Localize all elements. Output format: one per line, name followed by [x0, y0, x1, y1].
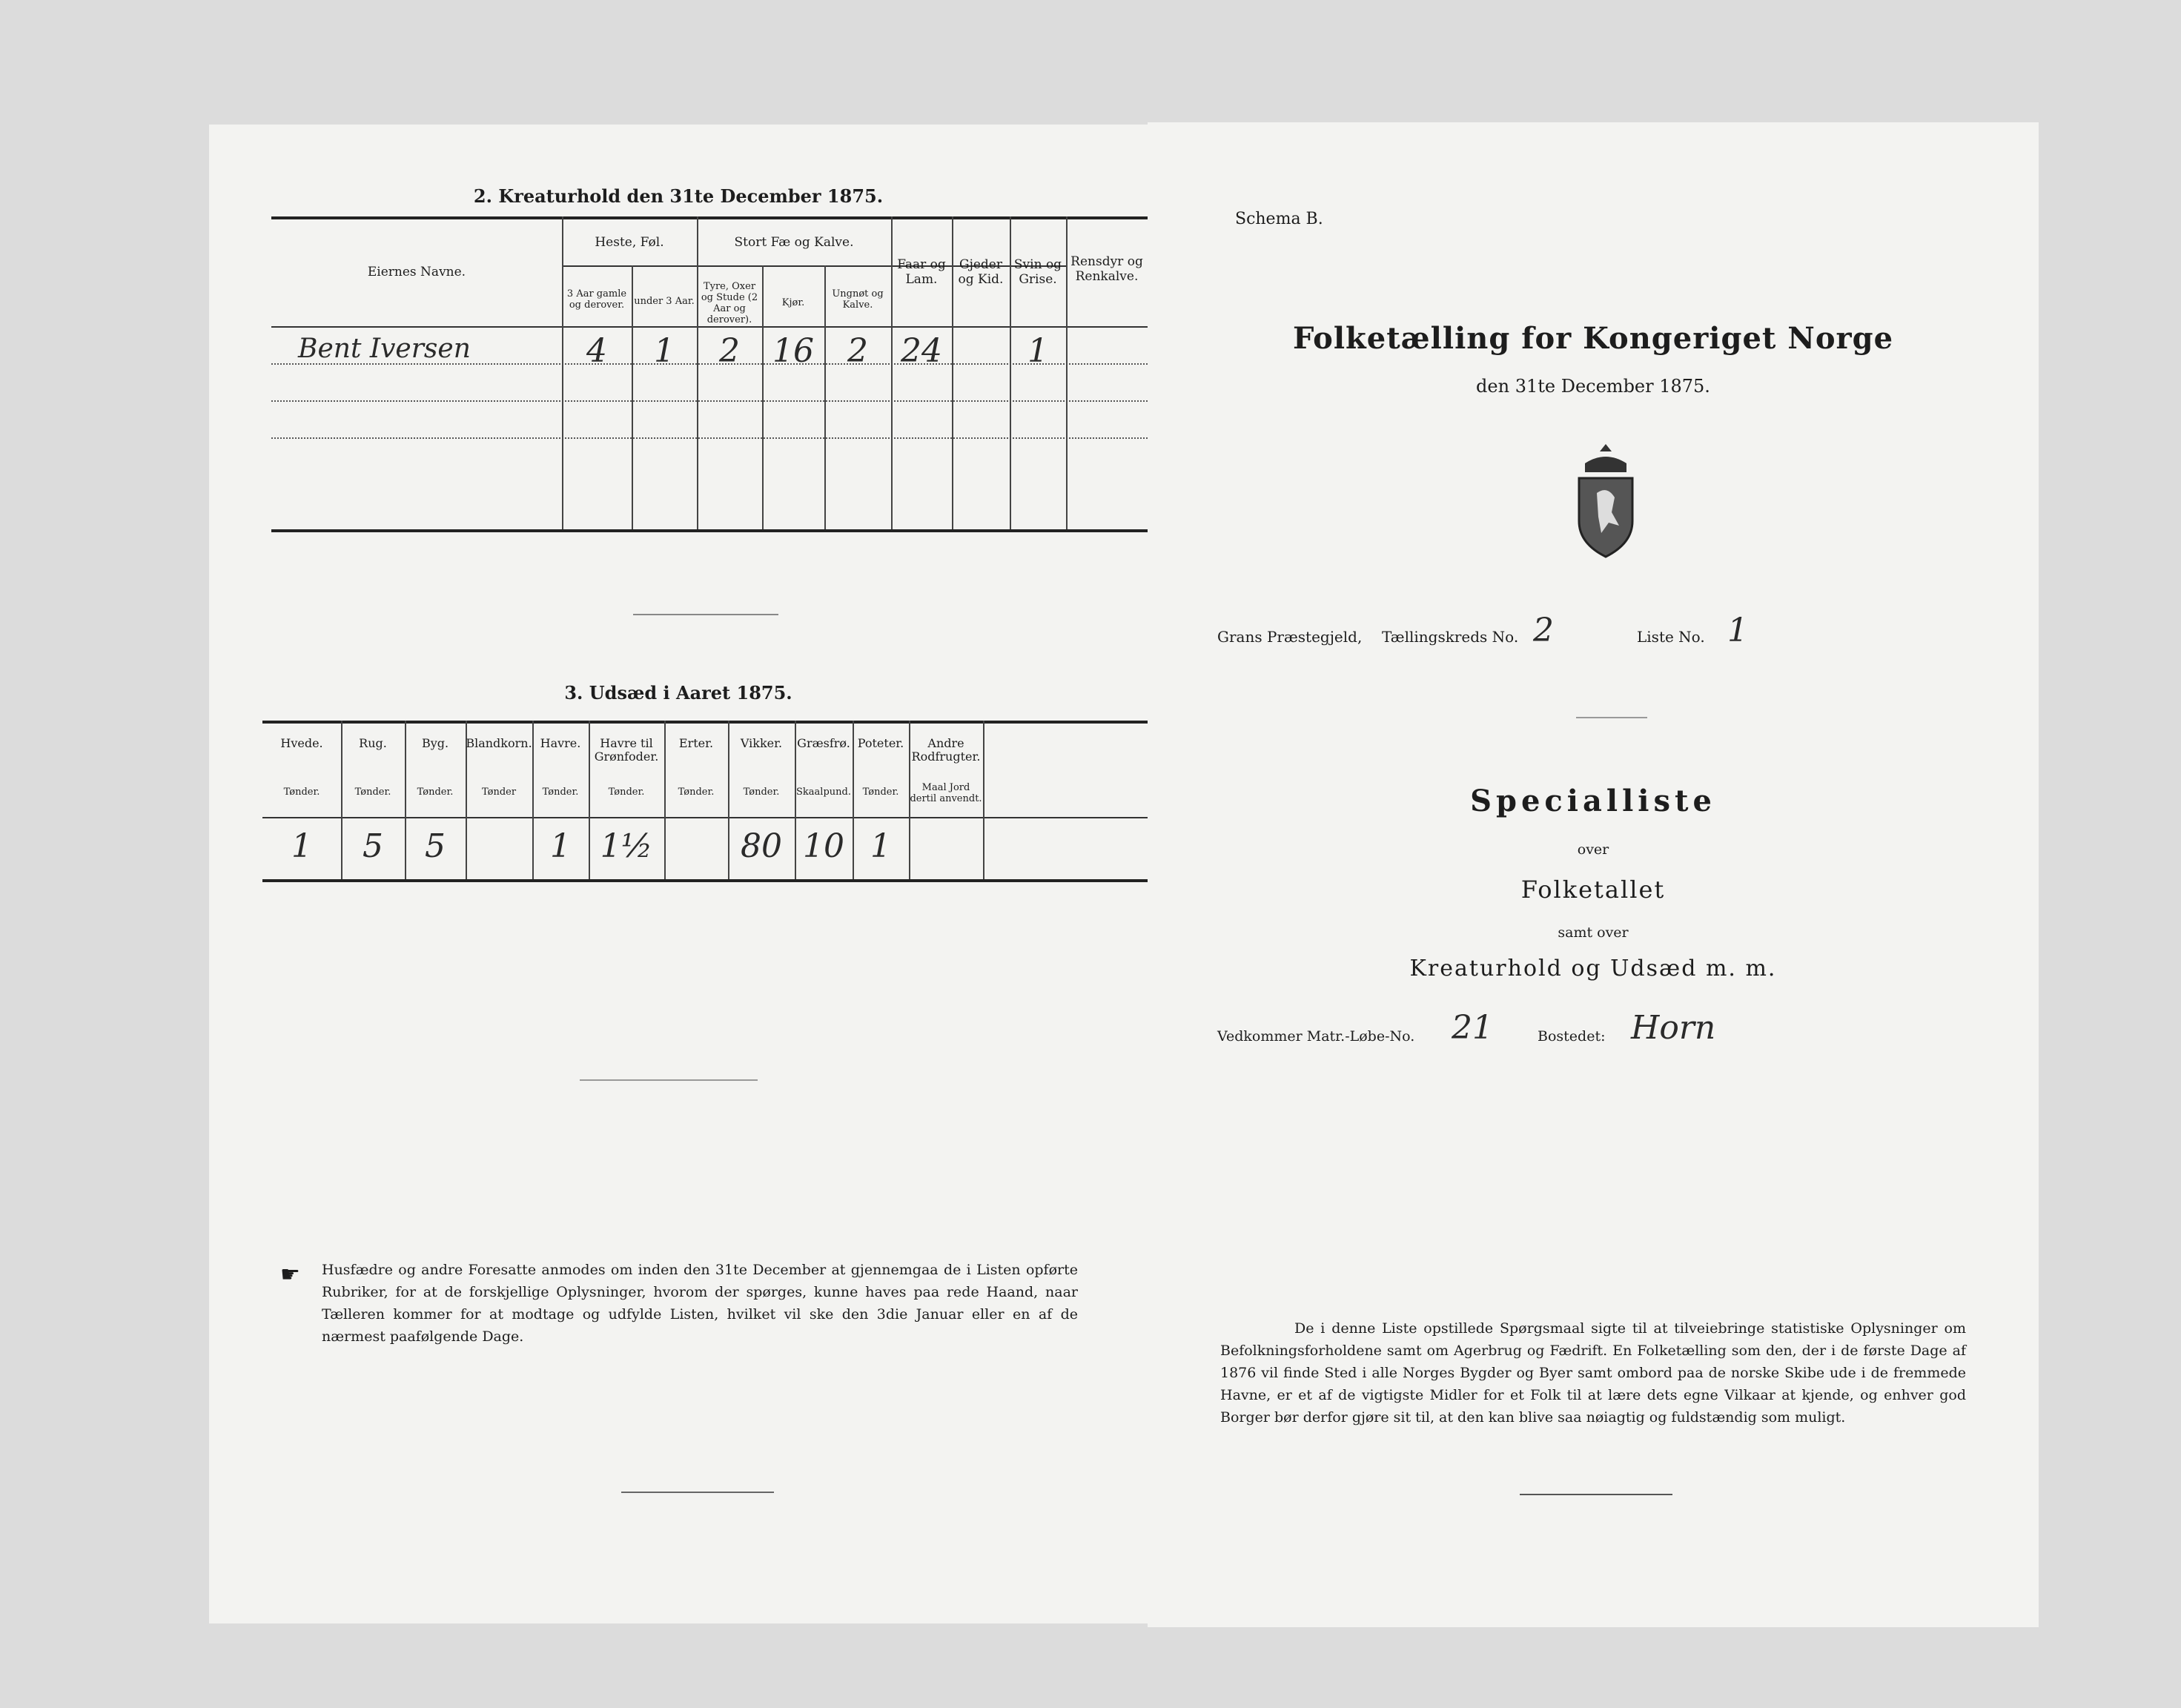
- seed-cell: 5: [363, 827, 383, 865]
- cell-ungnot: 2: [847, 332, 868, 370]
- seed-cell: 10: [803, 827, 844, 865]
- column-line: [562, 216, 563, 529]
- kreaturhold-label: Kreaturhold og Udsæd m. m.: [1409, 956, 1777, 982]
- divider: [1576, 717, 1647, 718]
- stort-fae-header: Stort Fæ og Kalve.: [734, 235, 854, 250]
- main-title: Folketælling for Kongeriget Norge: [1292, 321, 1894, 356]
- liste-value: 1: [1727, 612, 1748, 649]
- seed-column-header: Andre Rodfrugter.: [911, 736, 981, 764]
- cell-tyre: 2: [719, 332, 740, 370]
- footer-text: De i denne Liste opstillede Spørgsmaal sigte til at tilveiebringe statistiske Oplysninger om Befolkningsforholdene samt om Agerbrug og Fædrift. En Folketælling som den, der i de første Dage af 1876 vil finde Sted i alle Norges Bygder og Byer samt ombord paa de norske Skibe ude i de fremmede Havne, er et af de vigtigste Midler for et Folk til at lære dets egne Vilkaar at kjende, og enhver god Borger bør derfor gjøre sit til, at den kan blive saa nøiagtig og fuldstændig som muligt.: [1220, 1320, 1966, 1426]
- cell-faar: 24: [901, 332, 942, 370]
- divider: [1520, 1494, 1672, 1495]
- seed-column-unit: Skaalpund.: [796, 787, 851, 798]
- tyre-header: Tyre, Oxer og Stude (2 Aar og derover).: [701, 281, 758, 325]
- cell-heste-3aar: 4: [586, 332, 607, 370]
- table-rule: [271, 437, 1148, 439]
- table-rule: [262, 879, 1148, 882]
- seed-cell: 1: [550, 827, 571, 865]
- column-line: [697, 216, 698, 529]
- kjer-header: Kjør.: [781, 297, 805, 308]
- owner-name: Bent Iversen: [298, 334, 471, 364]
- ungnot-header: Ungnøt og Kalve.: [832, 288, 884, 311]
- seed-column-unit: Tønder: [481, 787, 517, 798]
- census-date: den 31te December 1875.: [1476, 376, 1710, 397]
- seed-column-unit: Tønder.: [608, 787, 645, 798]
- notice-text: Husfædre og andre Foresatte anmodes om inden den 31te December at gjennemgaa de i Listen opførte Rubriker, for at de forskjellige Oplysninger, hvorom der spørges, kunne haves paa rede Haand, naar Tælleren kommer for at modtage og udfylde Listen, hvilket vil ske den 3die Januar eller en af de nærmest paafølgende Dage.: [322, 1262, 1078, 1345]
- seed-cell: 1½: [600, 827, 653, 865]
- divider: [580, 1079, 758, 1081]
- section2-title: 2. Kreaturhold den 31te December 1875.: [473, 185, 884, 207]
- seed-column-header: Rug.: [359, 736, 387, 750]
- seed-column-header: Havre til Grønfoder.: [594, 736, 659, 764]
- table-rule: [271, 326, 1148, 328]
- specialliste-heading: Specialliste: [1470, 784, 1716, 818]
- seed-column-header: Poteter.: [857, 736, 904, 750]
- heste-under-header: under 3 Aar.: [634, 296, 695, 307]
- seed-column-unit: Tønder.: [417, 787, 454, 798]
- prestegjeld-label: Grans Præstegjeld,: [1217, 628, 1363, 646]
- divider: [633, 614, 778, 615]
- table-rule: [271, 400, 1148, 402]
- kreds-label: Tællingskreds No.: [1382, 628, 1519, 646]
- seed-column-unit: Tønder.: [678, 787, 715, 798]
- seed-cell: 1: [291, 827, 312, 865]
- over-label: over: [1577, 841, 1609, 858]
- seed-column-unit: Tønder.: [354, 787, 391, 798]
- section3-title: 3. Udsæd i Aaret 1875.: [564, 682, 792, 704]
- bosted-value: Horn: [1631, 1009, 1716, 1047]
- matr-label: Vedkommer Matr.-Løbe-No.: [1217, 1028, 1415, 1045]
- heste-3aar-header: 3 Aar gamle og derover.: [566, 288, 627, 311]
- seed-column-header: Græsfrø.: [797, 736, 850, 750]
- gjeder-header: Gjeder og Kid.: [958, 257, 1004, 287]
- seed-column-unit: Maal Jord dertil anvendt.: [910, 782, 982, 804]
- bosted-label: Bostedet:: [1538, 1028, 1606, 1045]
- rensdyr-header: Rensdyr og Renkalve.: [1070, 254, 1143, 284]
- seed-column-header: Erter.: [678, 736, 714, 750]
- folketallet-label: Folketallet: [1520, 875, 1666, 904]
- seed-column-header: Havre.: [540, 736, 581, 750]
- seed-column-unit: Tønder.: [542, 787, 579, 798]
- coat-of-arms-icon: [1569, 441, 1643, 560]
- table-rule: [262, 721, 1148, 724]
- seed-column-header: Hvede.: [280, 736, 323, 750]
- kreds-value: 2: [1533, 612, 1554, 649]
- liste-label: Liste No.: [1637, 628, 1705, 646]
- cell-heste-under: 1: [654, 332, 675, 370]
- heste-header: Heste, Føl.: [595, 235, 664, 250]
- schema-label: Schema B.: [1235, 210, 1323, 228]
- seed-column-unit: Tønder.: [862, 787, 899, 798]
- faar-header: Faar og Lam.: [897, 257, 946, 287]
- pointing-hand-icon: ☛: [280, 1262, 300, 1288]
- cell-kjer: 16: [772, 332, 814, 370]
- seed-column-header: Byg.: [421, 736, 449, 750]
- table-rule: [271, 529, 1148, 532]
- seed-column-unit: Tønder.: [743, 787, 780, 798]
- table-rule: [262, 817, 1148, 818]
- left-page: [209, 125, 1148, 1623]
- samt-over-label: samt over: [1558, 924, 1629, 941]
- right-page: [1148, 122, 2039, 1627]
- seed-column-unit: Tønder.: [283, 787, 320, 798]
- seed-column-header: Blandkorn.: [466, 736, 532, 750]
- seed-column-header: Vikker.: [740, 736, 783, 750]
- divider: [621, 1492, 774, 1493]
- column-line: [983, 721, 984, 879]
- cell-svin: 1: [1027, 332, 1048, 370]
- table-rule: [271, 216, 1148, 219]
- seed-cell: 5: [425, 827, 446, 865]
- matr-value: 21: [1452, 1009, 1493, 1047]
- seed-cell: 80: [741, 827, 782, 865]
- owner-header: Eiernes Navne.: [367, 265, 466, 279]
- seed-cell: 1: [870, 827, 891, 865]
- svin-header: Svin og Grise.: [1013, 257, 1062, 287]
